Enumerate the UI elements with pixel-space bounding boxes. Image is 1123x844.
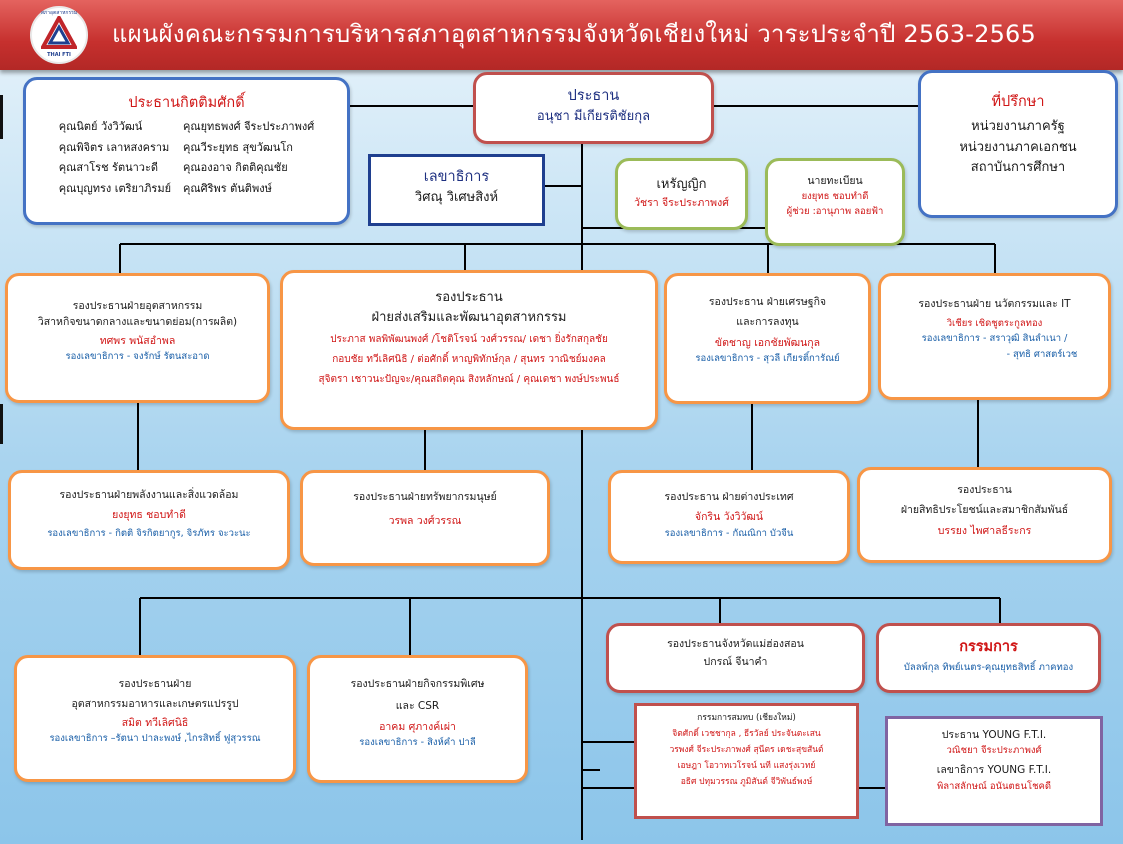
honorary-name: คุณพิจิตร เลาหสงคราม (58, 140, 170, 154)
registrar-box (765, 158, 905, 246)
young-fti-box (885, 716, 1103, 826)
secretary-box (368, 154, 545, 226)
logo-text: สภาอุตสาหกรรม (40, 10, 78, 16)
registrar-name: ยงยุทธ ชอบทำดี (801, 191, 869, 203)
vp-special-title: รองประธานฝ่ายกิจกรรมพิเศษ (350, 678, 485, 690)
vp-promotion-member-line: กอบชัย ทวีเลิศนิธิ / ต่อศักดิ์ หาญพิทักษ์กุล / สุนทร วาณิชย์มงคล (332, 354, 606, 366)
vp-economy-subtitle: และการลงทุน (736, 316, 799, 329)
committee-box (876, 623, 1101, 693)
vp-maehongson-title: รองประธานจังหวัดแม่ฮ่องสอน (667, 638, 804, 650)
vp-member-box (857, 467, 1112, 563)
vp-hr-box (300, 470, 550, 566)
vp-foreign-title: รองประธาน ฝ่ายต่างประเทศ (664, 491, 794, 503)
vp-member-title: รองประธาน (957, 484, 1012, 496)
vp-member-subtitle: ฝ่ายสิทธิประโยชน์และสมาชิกสัมพันธ์ (900, 504, 1069, 517)
edge-mark (0, 404, 3, 444)
vp-innovation-name: วิเชียร เชิดชูตระกูลทอง (946, 318, 1043, 330)
joint-committee-line: เอษฎา โอวาทเวโรจน์ นที แสงรุ่งเวทย์ (677, 760, 816, 771)
president-name: อนุชา มีเกียรติชัยกุล (536, 109, 651, 125)
vp-promotion-member-line: ประภาส พลพิพัฒนพงศ์ /โชติโรจน์ วงศ์วรรณ/ เดชา ยิ่งรักสกุลชัย (330, 334, 608, 346)
secretary-name: วิศณุ วิเศษสิงห์ (414, 190, 499, 206)
honorary-name: คุณยุทธพงศ์ จีระประภาพงศ์ (183, 120, 315, 134)
honorary-name: คุณศิริพร ตันติพงษ์ (183, 181, 272, 195)
vp-industry-secretary: รองเลขาธิการ - จงรักษ์ รัตนสะอาด (65, 350, 210, 362)
young-fti-president-name: วณิชยา จีระประภาพงศ์ (946, 745, 1042, 757)
advisor-item: สถาบันการศึกษา (970, 159, 1066, 175)
advisor-item: หน่วยงานภาคเอกชน (959, 139, 1077, 155)
vp-industry-name: ทศพร พนัสอำพล (99, 334, 176, 347)
vp-promotion-member-line: สุจิตรา เชาวนะปัญจะ/คุณสถิตคุณ สิงหลักษณ์ / คุณเดชา พงษ์ประพนธ์ (318, 374, 620, 386)
vp-promotion-title: รองประธาน (435, 290, 503, 305)
joint-committee-line: วรพงศ์ จีระประภาพงศ์ สุนีตร เดชะสุขสันต์ (669, 744, 824, 755)
vp-special-subtitle: และ CSR (395, 700, 440, 713)
advisor-title: ที่ปรึกษา (991, 94, 1045, 110)
advisor-item: หน่วยงานภาครัฐ (971, 119, 1065, 135)
joint-committee-line: จิตศักดิ์ เวชชากุล , ธีรวัลย์ ประจันตะเสน (672, 728, 821, 739)
vp-innovation-title: รองประธานฝ่าย นวัตกรรมและ IT (918, 298, 1071, 310)
vp-energy-secretary: รองเลขาธิการ - กิตติ จิรกิตยากูร, จิรภัทร จะวะนะ (47, 527, 251, 539)
vp-industry-box (5, 273, 270, 403)
vp-industry-subtitle: วิสาหกิจขนาดกลางและขนาดย่อม(การผลิต) (37, 316, 238, 329)
joint-committee-box (634, 703, 859, 819)
vp-innovation-box (878, 273, 1111, 400)
honorary-name: คุณสาโรช รัตนาวะดี (58, 161, 159, 175)
vp-economy-box (664, 273, 871, 404)
treasurer-title: เหรัญญิก (656, 177, 707, 192)
president-box (473, 72, 714, 144)
vp-food-subtitle: อุตสาหกรรมอาหารและเกษตรแปรรูป (71, 698, 239, 711)
honorary-name: คุณองอาจ กิตติคุณชัย (183, 161, 288, 175)
young-fti-secretary-name: พิลาสลักษณ์ อนันตธนโชคดี (936, 780, 1052, 792)
registrar-assistant: ผู้ช่วย :อานุภาพ ลอยฟ้า (786, 206, 884, 218)
vp-special-box (307, 655, 528, 783)
vp-promotion-subtitle: ฝ่ายส่งเสริมและพัฒนาอุตสาหกรรม (371, 310, 567, 326)
vp-foreign-box (608, 470, 850, 564)
advisor-box (918, 70, 1118, 218)
logo-subtext: THAI FTI (47, 52, 71, 58)
vp-maehongson-name: ปกรณ์ จีนาคำ (703, 656, 768, 669)
vp-innovation-secretary-2: - สุทธิ ศาสตร์เวช (1006, 348, 1078, 360)
page-title: แผนผังคณะกรรมการบริหารสภาอุตสาหกรรมจังหวัดเชียงใหม่ วาระประจำปี 2563-2565 (112, 20, 1036, 48)
vp-energy-title: รองประธานฝ่ายพลังงานและสิ่งแวดล้อม (59, 489, 239, 501)
joint-committee-line: อธิศ ปทุมวรรณ ภูมิสันต์ จีวิพันธ์พงษ์ (680, 777, 813, 788)
committee-names: บัลลพ์กุล ทิพย์เนตร-คุณยุทธสิทธิ์ ภาคทอง (903, 662, 1074, 674)
vp-foreign-secretary: รองเลขาธิการ - กัณณิกา บัวจีน (664, 527, 794, 539)
vp-innovation-secretary: รองเลขาธิการ - สราวุฒิ สินลำเนา / (921, 333, 1068, 345)
vp-member-name: บรรยง ไพศาลธีระกร (937, 524, 1032, 537)
joint-committee-title: กรรมการสมทบ (เชียงใหม่) (697, 713, 796, 723)
young-fti-secretary-title: เลขาธิการ YOUNG F.T.I. (936, 764, 1052, 777)
secretary-title: เลขาธิการ (423, 169, 490, 185)
honorary-title: ประธานกิตติมศักดิ์ (128, 95, 245, 111)
honorary-name: คุณนิตย์ วังวิวัฒน์ (58, 120, 143, 134)
vp-food-name: สมิต ทวีเลิศนิธิ (121, 716, 189, 729)
vp-food-box (14, 655, 296, 782)
registrar-title: นายทะเบียน (807, 175, 863, 187)
young-fti-president-title: ประธาน YOUNG F.T.I. (941, 729, 1047, 741)
vp-hr-title: รองประธานฝ่ายทรัพยากรมนุษย์ (353, 491, 497, 503)
vp-economy-title: รองประธาน ฝ่ายเศรษฐกิจ (708, 296, 827, 308)
vp-energy-box (8, 470, 290, 570)
vp-promotion-box (280, 270, 658, 430)
vp-industry-title: รองประธานฝ่ายอุตสาหกรรม (72, 300, 203, 312)
president-title: ประธาน (567, 88, 620, 104)
vp-hr-name: วรพล วงศ์วรรณ (388, 515, 462, 528)
vp-economy-name: ขัตชาญ เอกชัยพัฒนกุล (714, 336, 821, 349)
committee-title: กรรมการ (959, 639, 1018, 655)
honorary-name: คุณวีระยุทธ สุขวัฒนโก (183, 140, 293, 154)
vp-foreign-name: จักริน วังวิวัฒน์ (694, 511, 764, 524)
honorary-name-list (26, 117, 347, 198)
treasurer-name: วัชรา จีระประภาพงศ์ (634, 197, 729, 210)
honorary-president-box (23, 77, 350, 225)
treasurer-box (615, 158, 748, 230)
vp-energy-name: ยงยุทธ ชอบทำดี (112, 509, 186, 522)
vp-special-name: อาคม ศุภางค์เผ่า (379, 720, 456, 733)
vp-special-secretary: รองเลขาธิการ - สิงห์คำ ปาลี (359, 736, 476, 748)
honorary-name: คุณบุญทรง เตริยาภิรมย์ (58, 181, 172, 195)
edge-mark (0, 95, 3, 139)
vp-maehongson-box (606, 623, 865, 693)
vp-economy-secretary: รองเลขาธิการ - สุวลี เกียรติ์การัณย์ (695, 352, 840, 364)
vp-food-secretary: รองเลขาธิการ –รัตนา ปาละพงษ์ ,ไกรสิทธิ์ ฟูสุวรรณ (49, 732, 261, 744)
vp-food-title: รองประธานฝ่าย (118, 678, 192, 690)
